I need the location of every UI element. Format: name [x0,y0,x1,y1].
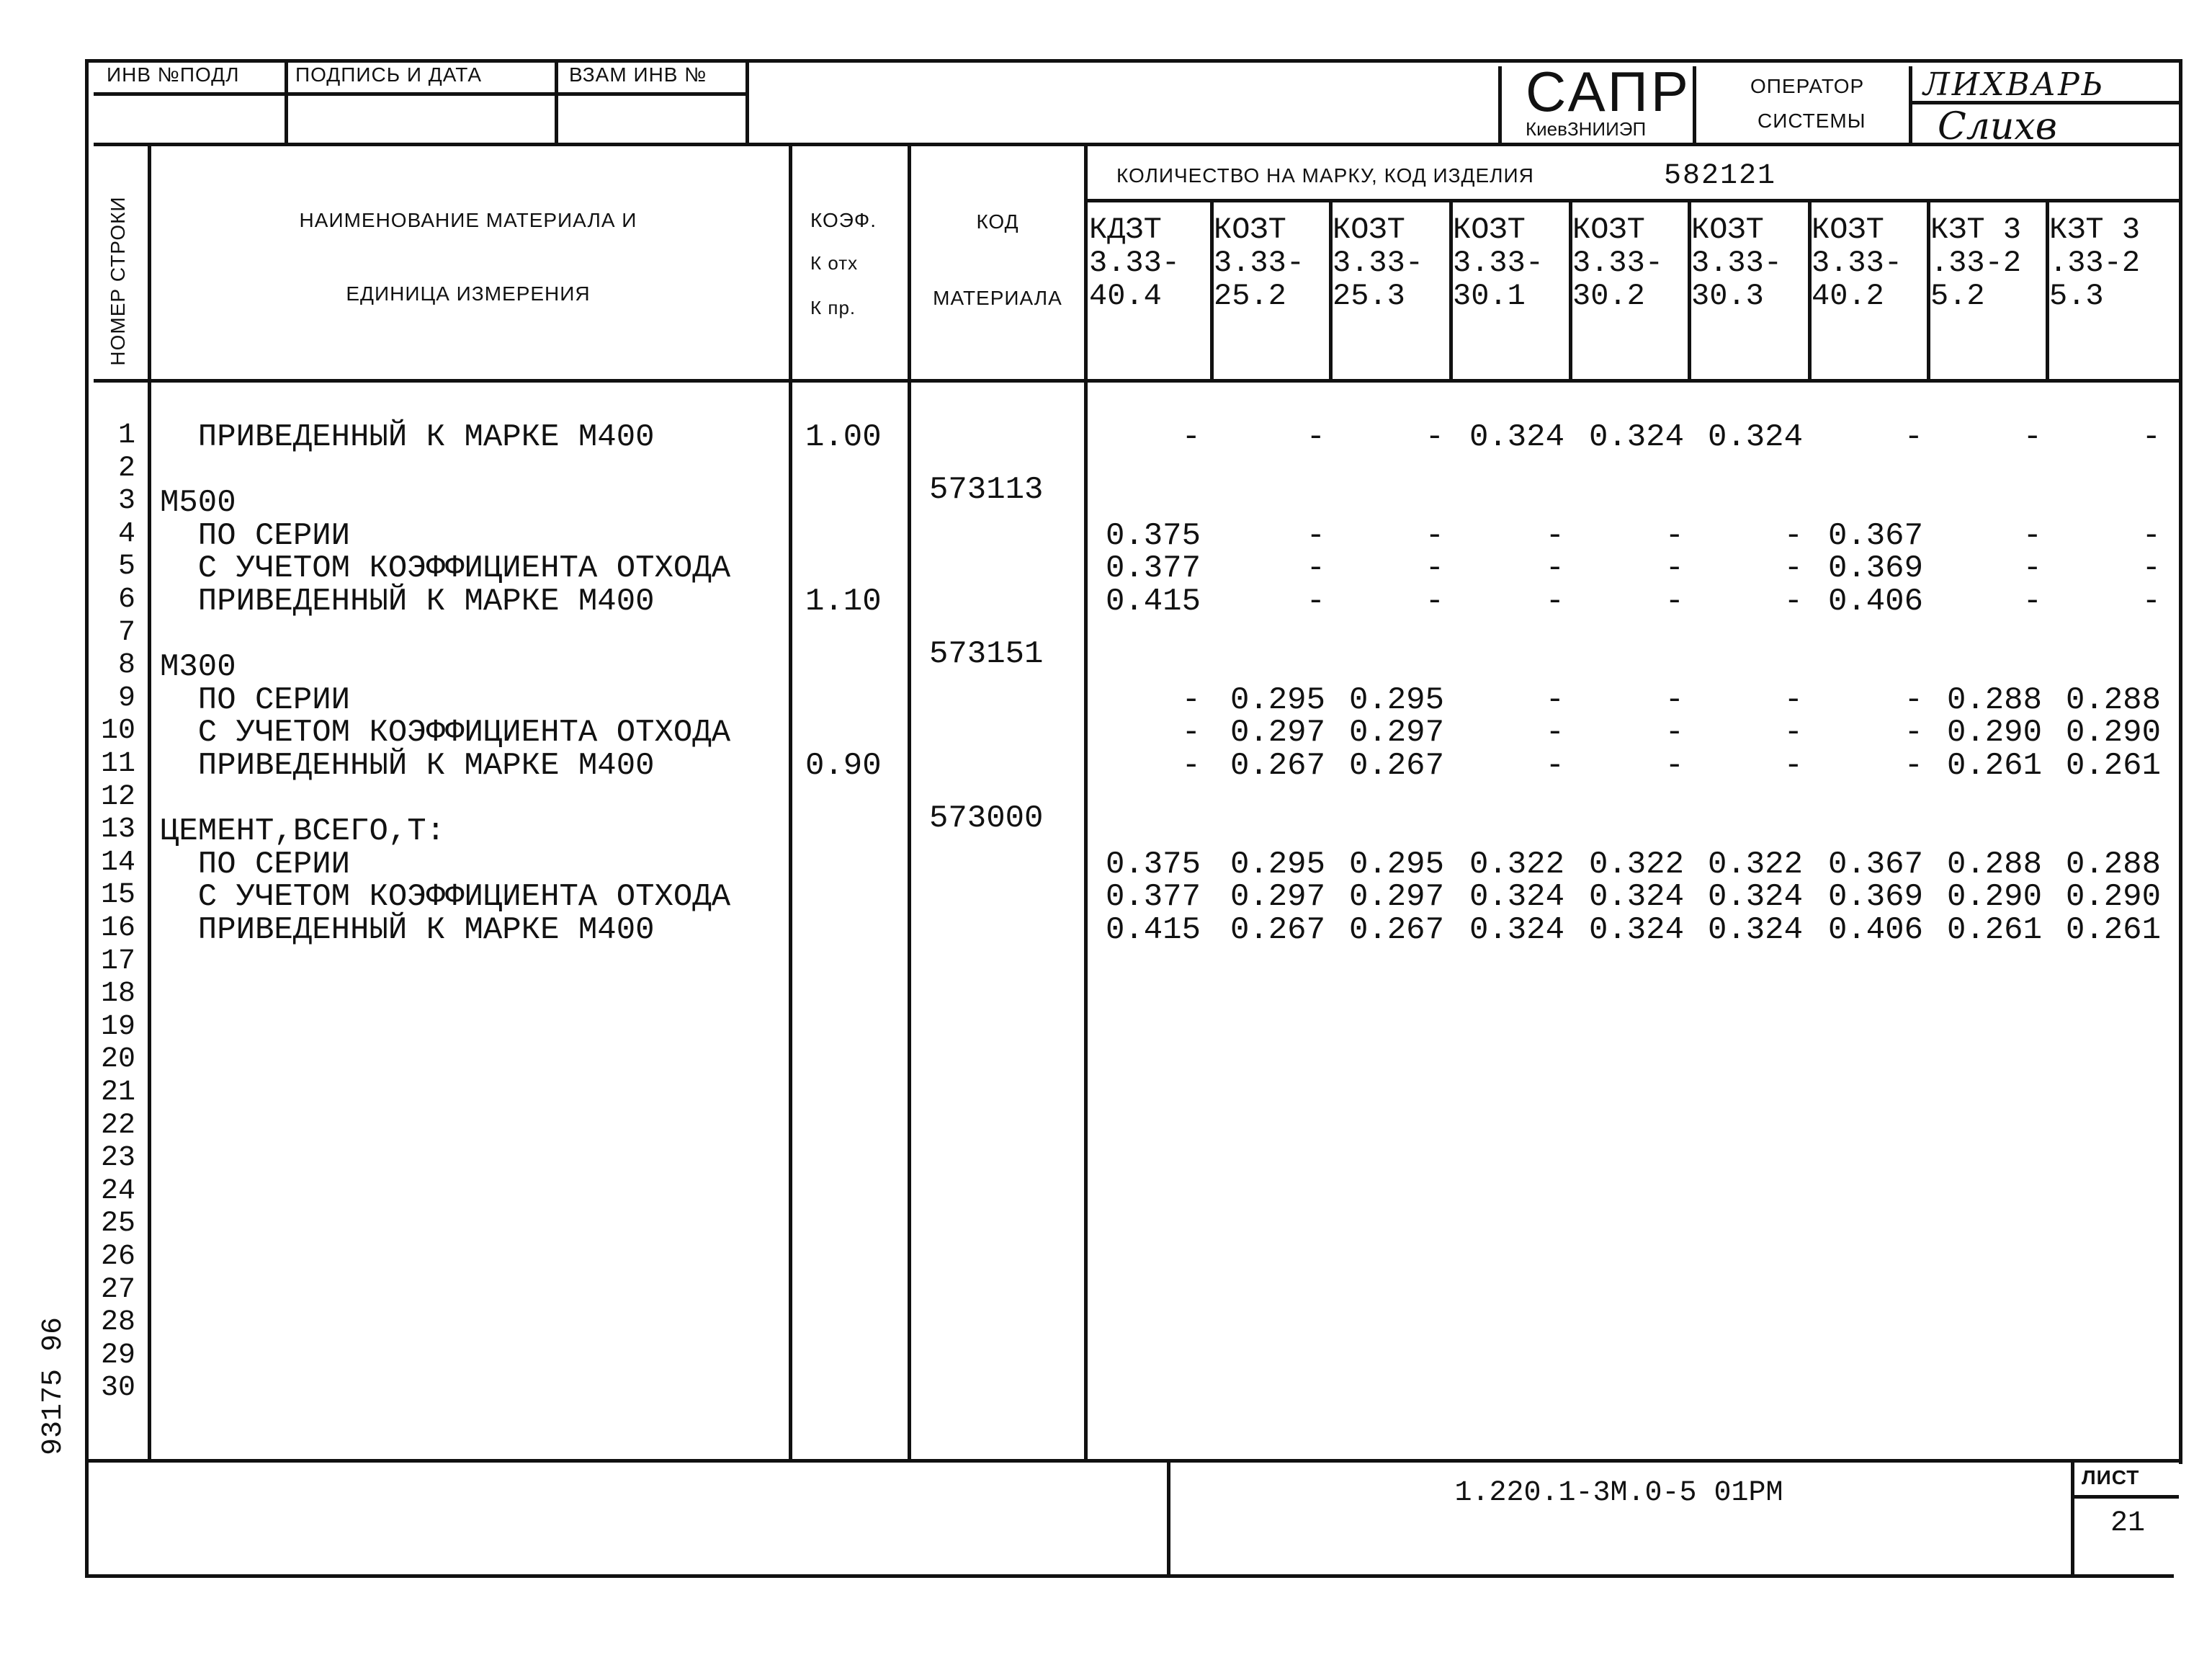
quantity-cell: - [1665,550,1684,587]
quantity-cell: 0.290 [1946,715,2042,751]
quantity-cell: 0.322 [1588,846,1684,883]
code-divider [1084,143,1088,1461]
row-number: 2 [117,452,135,485]
inv-label: ИНВ №ПОДЛ [107,63,240,86]
quantity-cell: - [1904,748,1923,784]
quantity-cell: 0.295 [1348,682,1444,718]
quantity-cell: 0.377 [1105,550,1201,587]
value-column-header: КОЗТ 3.33- 40.2 [1812,213,1903,313]
quantity-cell: 0.324 [1588,419,1684,455]
quantity-cell: 0.261 [1946,912,2042,948]
row-number: 24 [100,1174,135,1208]
qty-header-line [1088,199,2182,202]
quantity-cell: 0.290 [2065,879,2161,916]
stamp-div-2 [555,59,558,144]
quantity-cell: 0.367 [1827,517,1923,554]
quantity-cell: 0.288 [2065,682,2161,718]
row-number: 17 [100,945,135,978]
coef-header-3: К пр. [810,297,856,318]
row-number: 9 [117,682,135,715]
quantity-cell: 0.288 [2065,846,2161,883]
row-number: 21 [100,1076,135,1109]
quantity-cell: 0.297 [1230,715,1325,751]
material-code: 573151 [929,636,1044,673]
quantity-cell: 0.295 [1230,682,1325,718]
swap-inv-label: ВЗАМ ИНВ № [569,63,707,86]
sheet-number: 21 [2110,1507,2146,1540]
quantity-cell: - [1306,517,1325,554]
quantity-cell: 0.290 [1946,879,2042,916]
value-column-header: КОЗТ 3.33- 25.3 [1333,213,1424,313]
material-name: М300 [160,649,236,686]
name-header-1: НАИМЕНОВАНИЕ МАТЕРИАЛА И [299,209,637,231]
row-number: 12 [100,780,135,813]
material-name: ПО СЕРИИ [160,517,351,554]
row-number: 22 [100,1109,135,1142]
quantity-cell: 0.322 [1469,846,1564,883]
row-number: 8 [117,649,135,682]
quantity-cell: - [2141,517,2161,554]
sheet-label: ЛИСТ [2082,1466,2140,1489]
material-name: ЦЕМЕНТ,ВСЕГО,Т: [160,813,446,850]
row-number: 25 [100,1208,135,1241]
row-number: 26 [100,1241,135,1273]
quantity-cell: 0.261 [2065,912,2161,948]
material-name: С УЧЕТОМ КОЭФФИЦИЕНТА ОТХОДА [160,879,731,916]
quantity-cell: 0.288 [1946,846,2042,883]
rownum-divider [148,143,151,1461]
row-number: 5 [117,550,135,584]
row-number: 23 [100,1142,135,1175]
product-code: 582121 [1664,160,1777,192]
quantity-cell: 0.367 [1827,846,1923,883]
operator-signature: Слихв [1938,105,2057,148]
row-number: 3 [117,485,135,518]
sign-date-label: ПОДПИСЬ И ДАТА [295,63,483,86]
quantity-cell: - [1545,517,1564,554]
material-name: ПО СЕРИИ [160,846,351,883]
material-code: 573000 [929,800,1044,837]
quantity-cell: - [1665,715,1684,751]
quantity-cell: - [1181,715,1201,751]
system-org: КиевЗНИИЭП [1526,118,1647,140]
quantity-cell: 0.267 [1348,748,1444,784]
quantity-cell: 0.406 [1827,912,1923,948]
code-header-1: КОД [976,210,1019,233]
coef-header-2: К отх [810,252,859,274]
quantity-cell: - [1306,550,1325,587]
quantity-cell: - [1904,715,1923,751]
material-name: ПО СЕРИИ [160,682,351,718]
qty-header: КОЛИЧЕСТВО НА МАРКУ, КОД ИЗДЕЛИЯ [1116,164,1534,187]
value-column-header: КОЗТ 3.33- 30.1 [1453,213,1544,313]
quantity-cell: 0.375 [1105,517,1201,554]
quantity-cell: - [1545,748,1564,784]
quantity-cell: 0.324 [1469,912,1564,948]
quantity-cell: - [1783,715,1803,751]
row-number: 15 [100,879,135,912]
quantity-cell: - [2023,550,2042,587]
coefficient-value: 0.90 [805,748,882,784]
quantity-cell: 0.267 [1230,912,1325,948]
quantity-cell: 0.324 [1707,879,1803,916]
quantity-cell: 0.297 [1230,879,1325,916]
quantity-cell: 0.267 [1348,912,1444,948]
quantity-cell: - [1665,682,1684,718]
row-number: 18 [100,978,135,1011]
quantity-cell: - [1783,550,1803,587]
quantity-cell: 0.290 [2065,715,2161,751]
sapr-right-line [1693,66,1696,144]
material-name: ПРИВЕДЕННЫЙ К МАРКЕ М400 [160,748,655,784]
row-number: 10 [100,715,135,748]
value-column-header: КДЗТ 3.33- 40.4 [1089,213,1181,313]
quantity-cell: - [2023,419,2042,455]
material-name: ПРИВЕДЕННЫЙ К МАРКЕ М400 [160,584,655,620]
quantity-cell: 0.369 [1827,879,1923,916]
quantity-cell: - [2141,550,2161,587]
frame-bottom-line [85,1574,2174,1578]
operator-label: ОПЕРАТОР [1750,75,1865,97]
sapr-left-line [1498,66,1502,144]
quantity-cell: 0.288 [1946,682,2042,718]
stamp-div-3 [745,59,749,144]
quantity-cell: 0.324 [1469,419,1564,455]
quantity-cell: - [2141,584,2161,620]
quantity-cell: - [1783,517,1803,554]
value-column-header: КОЗТ 3.33- 30.3 [1691,213,1783,313]
value-column-header: КЗТ 3 .33-2 5.2 [1930,213,2022,313]
row-number: 16 [100,912,135,945]
operator-name: ЛИХВАРЬ [1923,66,2105,103]
row-number: 27 [100,1273,135,1306]
stamp-div-1 [285,59,288,144]
coefficient-value: 1.10 [805,584,882,620]
system-title: САПР [1526,60,1691,123]
row-number: 4 [117,517,135,550]
row-number: 14 [100,846,135,879]
quantity-cell: 0.261 [1946,748,2042,784]
side-stamp-number: 93175 96 [37,1316,70,1455]
row-number: 20 [100,1043,135,1076]
header-bottom-line [94,379,2182,383]
row-number: 11 [100,748,135,780]
quantity-cell: - [1306,419,1325,455]
quantity-cell: 0.297 [1348,879,1444,916]
row-number: 19 [100,1010,135,1043]
quantity-cell: 0.322 [1707,846,1803,883]
operator-label-2: СИСТЕМЫ [1757,110,1866,132]
header-top-line [94,143,2182,146]
quantity-cell: - [1425,584,1444,620]
row-number: 6 [117,584,135,616]
quantity-cell: 0.324 [1707,419,1803,455]
coefficient-value: 1.00 [805,419,882,455]
quantity-cell: - [1545,715,1564,751]
code-header-2: МАТЕРИАЛА [933,287,1062,309]
stamp-mid-line [94,92,745,96]
quantity-cell: - [1904,419,1923,455]
quantity-cell: 0.415 [1105,912,1201,948]
quantity-cell: - [2141,419,2161,455]
sheet-box-mid [2071,1495,2179,1499]
row-number: 13 [100,813,135,847]
row-number: 7 [117,616,135,649]
quantity-cell: 0.415 [1105,584,1201,620]
quantity-cell: 0.295 [1230,846,1325,883]
quantity-cell: - [1545,584,1564,620]
quantity-cell: 0.324 [1588,912,1684,948]
frame-top-line [85,59,2182,63]
quantity-cell: - [1181,682,1201,718]
row-number: 28 [100,1306,135,1339]
material-name: С УЧЕТОМ КОЭФФИЦИЕНТА ОТХОДА [160,550,731,587]
quantity-cell: - [1181,419,1201,455]
row-number: 30 [100,1372,135,1405]
quantity-cell: 0.295 [1348,846,1444,883]
quantity-cell: - [2023,584,2042,620]
quantity-cell: 0.375 [1105,846,1201,883]
name-divider [789,143,792,1461]
quantity-cell: 0.324 [1469,879,1564,916]
document-code: 1.220.1-3М.0-5 01РМ [1454,1477,1783,1509]
quantity-cell: - [1665,517,1684,554]
quantity-cell: 0.267 [1230,748,1325,784]
row-number-header: НОМЕР СТРОКИ [107,196,129,366]
quantity-cell: - [1665,584,1684,620]
value-column-header: КЗТ 3 .33-2 5.3 [2049,213,2141,313]
quantity-cell: - [1783,584,1803,620]
material-name: С УЧЕТОМ КОЭФФИЦИЕНТА ОТХОДА [160,715,731,751]
value-column-header: КОЗТ 3.33- 30.2 [1572,213,1664,313]
coef-divider [908,143,911,1461]
material-name: М500 [160,485,236,522]
row-number: 1 [117,419,135,452]
quantity-cell: - [1306,584,1325,620]
body-bottom-line [85,1459,2182,1463]
operator-right-line [1909,66,1912,144]
quantity-cell: - [1545,550,1564,587]
quantity-cell: - [2023,517,2042,554]
value-column-header: КОЗТ 3.33- 25.2 [1214,213,1305,313]
quantity-cell: - [1904,682,1923,718]
name-header-2: ЕДИНИЦА ИЗМЕРЕНИЯ [346,282,591,305]
quantity-cell: 0.406 [1827,584,1923,620]
material-name: ПРИВЕДЕННЫЙ К МАРКЕ М400 [160,419,655,455]
quantity-cell: - [1545,682,1564,718]
quantity-cell: 0.297 [1348,715,1444,751]
quantity-cell: - [1783,682,1803,718]
material-code: 573113 [929,472,1044,509]
quantity-cell: - [1665,748,1684,784]
quantity-cell: 0.324 [1588,879,1684,916]
quantity-cell: 0.261 [2065,748,2161,784]
material-name: ПРИВЕДЕННЫЙ К МАРКЕ М400 [160,912,655,948]
quantity-cell: - [1181,748,1201,784]
coef-header-1: КОЭФ. [810,209,877,231]
quantity-cell: - [1783,748,1803,784]
sheet-box-left [2071,1459,2074,1578]
quantity-cell: 0.324 [1707,912,1803,948]
row-number: 29 [100,1339,135,1372]
quantity-cell: 0.369 [1827,550,1923,587]
quantity-cell: - [1425,419,1444,455]
quantity-cell: - [1425,550,1444,587]
quantity-cell: 0.377 [1105,879,1201,916]
frame-right-line [2179,59,2182,1464]
quantity-cell: - [1425,517,1444,554]
